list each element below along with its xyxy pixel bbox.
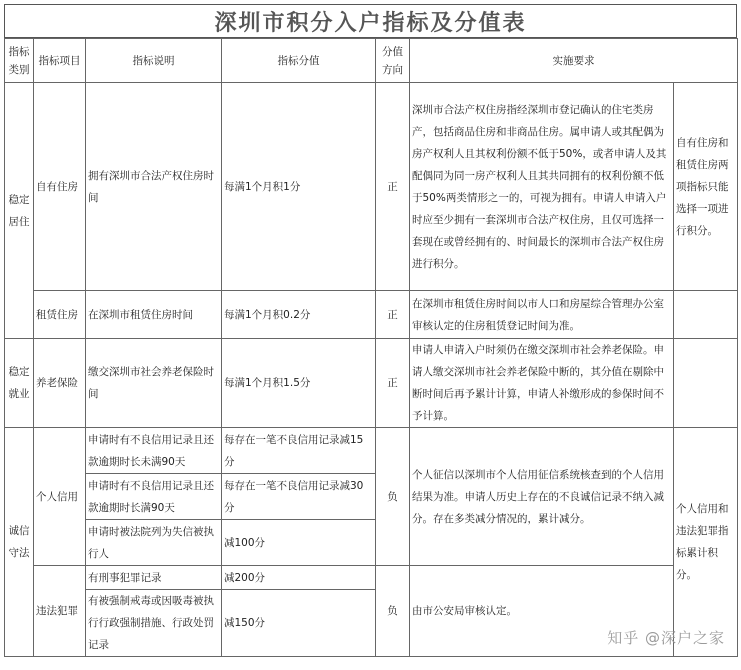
housing-choice-note: 自有住房和租赁住房两项指标只能选择一项进行积分。 bbox=[674, 83, 738, 291]
table-row bbox=[5, 428, 738, 474]
direction-credit: 负 bbox=[376, 428, 410, 566]
direction-illegal: 负 bbox=[376, 566, 410, 657]
table-row bbox=[5, 83, 738, 291]
watermark: 知乎 @深户之家 bbox=[607, 629, 725, 647]
category-stable-employment: 稳定就业 bbox=[5, 339, 34, 428]
header-desc: 指标说明 bbox=[86, 39, 222, 83]
integrity-note: 个人信用和违法犯罪指标累计积分。 bbox=[674, 428, 738, 657]
item-illegal: 违法犯罪 bbox=[34, 566, 86, 657]
header-item: 指标项目 bbox=[34, 39, 86, 83]
page-title: 深圳市积分入户指标及分值表 bbox=[4, 4, 737, 38]
header-row bbox=[5, 39, 738, 83]
direction-pension: 正 bbox=[376, 339, 410, 428]
desc-rent-house: 在深圳市租赁住房时间 bbox=[86, 291, 222, 339]
item-pension: 养老保险 bbox=[34, 339, 86, 428]
header-category: 指标类别 bbox=[5, 39, 34, 83]
score-credit-1: 每存在一笔不良信用记录减15分 bbox=[222, 428, 376, 474]
direction-own-house: 正 bbox=[376, 83, 410, 291]
item-credit: 个人信用 bbox=[34, 428, 86, 566]
header-requirement: 实施要求 bbox=[410, 39, 738, 83]
table-row bbox=[5, 339, 738, 428]
desc-illegal-1: 有刑事犯罪记录 bbox=[86, 566, 222, 590]
table-row bbox=[5, 566, 738, 590]
direction-rent-house: 正 bbox=[376, 291, 410, 339]
requirement-credit: 个人征信以深圳市个人信用征信系统核查到的个人信用结果为准。申请人历史上存在的不良诚信记录不纳入减分。存在多类减分情况的，累计减分。 bbox=[410, 428, 674, 566]
header-direction: 分值方向 bbox=[376, 39, 410, 83]
empty-note-cell bbox=[674, 339, 738, 428]
table-row bbox=[5, 291, 738, 339]
requirement-own-house: 深圳市合法产权住房指经深圳市登记确认的住宅类房产，包括商品住房和非商品住房。属申请人或其配偶为房产权利人且其权利份额不低于50%，或者申请人及其配偶同为同一房产权利人且其共同拥有的权利份额不低于50%两类情形之一的，可视为拥有。申请人申请入户时应至少拥有一套深圳市合法产权住房，且仅可选择一套现在或曾经拥有的、时间最长的深圳市合法产权住房进行积分。 bbox=[410, 83, 674, 291]
points-table bbox=[4, 38, 738, 657]
desc-credit-3: 申请时被法院列为失信被执行人 bbox=[86, 520, 222, 566]
score-credit-2: 每存在一笔不良信用记录减30分 bbox=[222, 474, 376, 520]
desc-pension: 缴交深圳市社会养老保险时间 bbox=[86, 339, 222, 428]
score-illegal-2: 减150分 bbox=[222, 590, 376, 657]
desc-own-house: 拥有深圳市合法产权住房时间 bbox=[86, 83, 222, 291]
requirement-rent-house: 在深圳市租赁住房时间以市人口和房屋综合管理办公室审核认定的住房租赁登记时间为准。 bbox=[410, 291, 674, 339]
score-rent-house: 每满1个月积0.2分 bbox=[222, 291, 376, 339]
score-credit-3: 减100分 bbox=[222, 520, 376, 566]
item-own-house: 自有住房 bbox=[34, 83, 86, 291]
header-score: 指标分值 bbox=[222, 39, 376, 83]
desc-illegal-2: 有被强制戒毒或因吸毒被执行行政强制措施、行政处罚记录 bbox=[86, 590, 222, 657]
score-own-house: 每满1个月积1分 bbox=[222, 83, 376, 291]
desc-credit-2: 申请时有不良信用记录且还款逾期时长满90天 bbox=[86, 474, 222, 520]
category-stable-housing: 稳定居住 bbox=[5, 83, 34, 339]
requirement-illegal: 由市公安局审核认定。 bbox=[410, 566, 674, 657]
score-illegal-1: 减200分 bbox=[222, 566, 376, 590]
category-integrity: 诚信守法 bbox=[5, 428, 34, 657]
item-rent-house: 租赁住房 bbox=[34, 291, 86, 339]
empty-note-cell bbox=[674, 291, 738, 339]
score-pension: 每满1个月积1.5分 bbox=[222, 339, 376, 428]
desc-credit-1: 申请时有不良信用记录且还款逾期时长未满90天 bbox=[86, 428, 222, 474]
requirement-pension: 申请人申请入户时须仍在缴交深圳市社会养老保险。申请人缴交深圳市社会养老保险中断的，其分值在剔除中断时间后再予累计计算，申请人补缴形成的参保时间不予计算。 bbox=[410, 339, 674, 428]
